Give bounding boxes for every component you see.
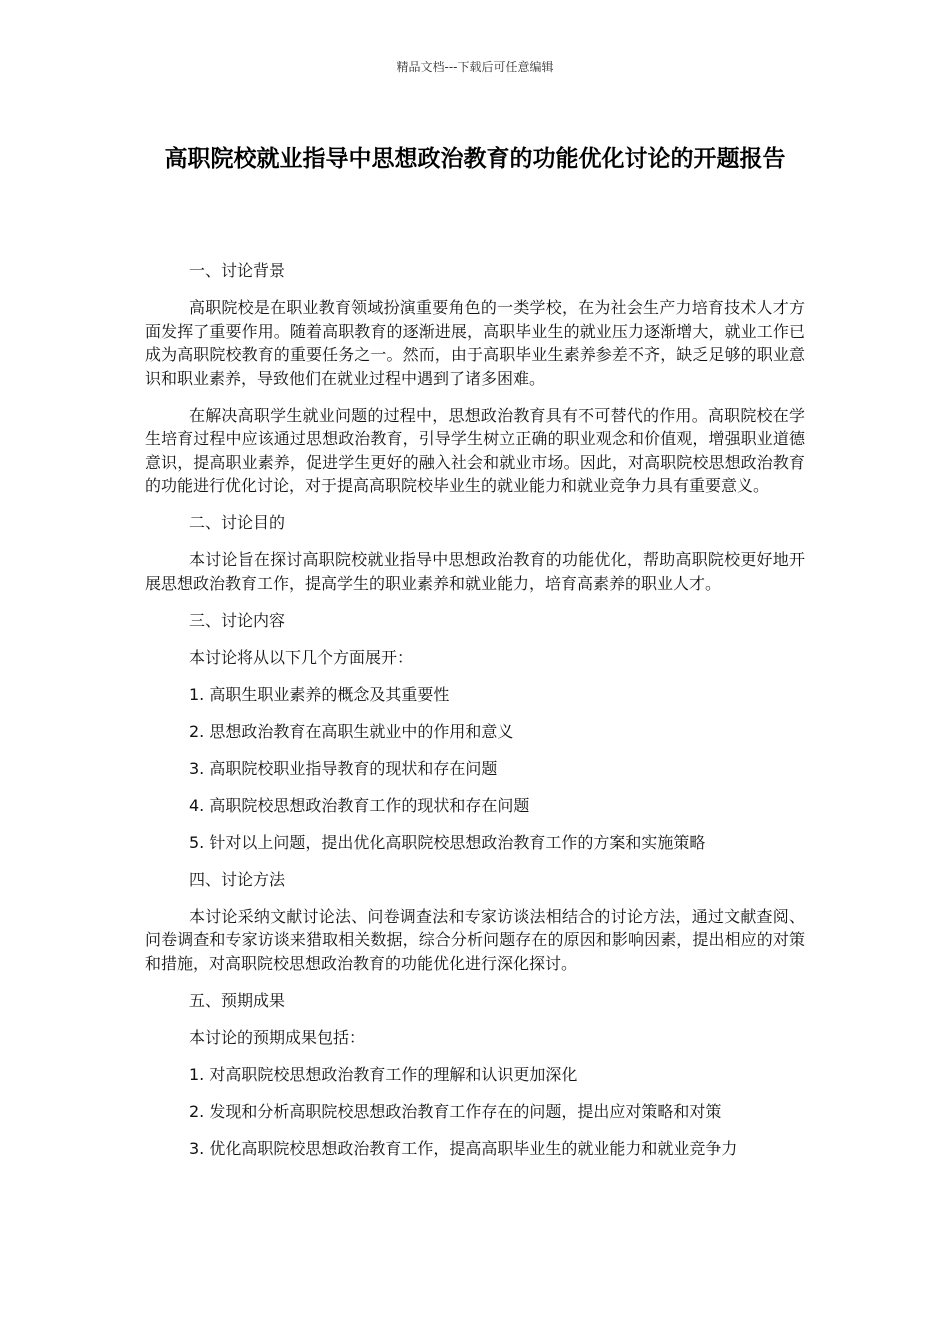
background-paragraph-1: 高职院校是在职业教育领域扮演重要角色的一类学校，在为社会生产力培育技术人才方面发挥了重要作用。随着高职教育的逐渐进展，高职毕业生的就业压力逐渐增大，就业工作已成为高职院校教育的重要任务之一。然而，由于高职毕业生素养参差不齐，缺乏足够的职业意识和职业素养，导致他们在就业过程中遇到了诸多困难。 [145, 298, 805, 388]
document-body [145, 259, 805, 1174]
content-intro: 本讨论将从以下几个方面展开： [189, 647, 414, 667]
content-item-5: 5. 针对以上问题，提出优化高职院校思想政治教育工作的方案和实施策略 [189, 832, 706, 852]
method-paragraph: 本讨论采纳文献讨论法、问卷调查法和专家访谈法相结合的讨论方法，通过文献查阅、问卷调查和专家访谈来猎取相关数据，综合分析问题存在的原因和影响因素，提出相应的对策和措施，对高职院校思想政治教育的功能优化进行深化探讨。 [145, 906, 805, 973]
purpose-paragraph: 本讨论旨在探讨高职院校就业指导中思想政治教育的功能优化，帮助高职院校更好地开展思想政治教育工作，提高学生的职业素养和就业能力，培育高素养的职业人才。 [145, 550, 805, 593]
section-heading-content: 三、讨论内容 [189, 610, 286, 630]
results-item-3: 3. 优化高职院校思想政治教育工作，提高高职毕业生的就业能力和就业竞争力 [189, 1138, 738, 1158]
background-paragraph-2: 在解决高职学生就业问题的过程中，思想政治教育具有不可替代的作用。高职院校在学生培育过程中应该通过思想政治教育，引导学生树立正确的职业观念和价值观，增强职业道德意识，提高职业素养，促进学生更好的融入社会和就业市场。因此，对高职院校思想政治教育的功能进行优化讨论，对于提高高职院校毕业生的就业能力和就业竞争力具有重要意义。 [145, 405, 805, 495]
header-note: 精品文档---下载后可任意编辑 [396, 60, 554, 74]
results-intro: 本讨论的预期成果包括： [189, 1027, 366, 1047]
section-heading-method: 四、讨论方法 [189, 869, 286, 889]
content-item-4: 4. 高职院校思想政治教育工作的现状和存在问题 [189, 795, 530, 815]
content-item-2: 2. 思想政治教育在高职生就业中的作用和意义 [189, 721, 514, 741]
section-heading-results: 五、预期成果 [189, 990, 286, 1010]
content-item-3: 3. 高职院校职业指导教育的现状和存在问题 [189, 758, 498, 778]
results-item-1: 1. 对高职院校思想政治教育工作的理解和认识更加深化 [189, 1064, 578, 1084]
section-heading-purpose: 二、讨论目的 [189, 513, 286, 532]
content-item-1: 1. 高职生职业素养的概念及其重要性 [189, 684, 450, 704]
section-heading-background: 一、讨论背景 [189, 261, 286, 280]
document-title: 高职院校就业指导中思想政治教育的功能优化讨论的开题报告 [164, 146, 786, 172]
results-item-2: 2. 发现和分析高职院校思想政治教育工作存在的问题，提出应对策略和对策 [189, 1101, 722, 1121]
